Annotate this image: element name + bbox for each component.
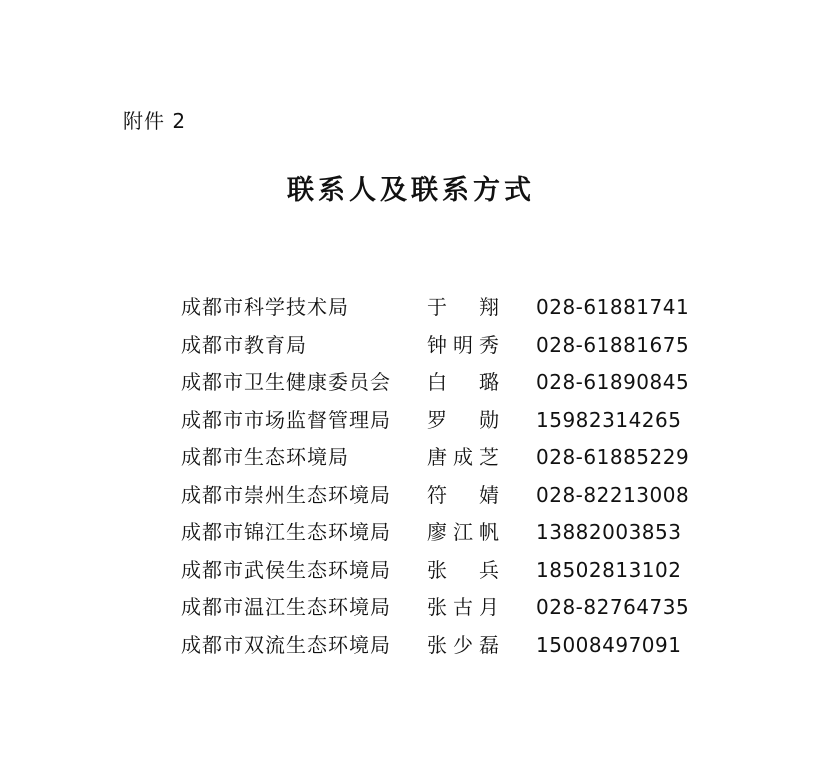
table-row bbox=[181, 477, 721, 515]
page-title: 联系人及联系方式 bbox=[287, 175, 535, 206]
phone-number: 028-82213008 bbox=[536, 482, 690, 507]
phone-number: 15008497091 bbox=[536, 632, 682, 657]
table-row bbox=[181, 627, 721, 665]
phone-number: 028-61885229 bbox=[536, 445, 690, 469]
phone-number: 028-61881675 bbox=[536, 332, 690, 357]
org-name: 成都市科学技术局 bbox=[181, 295, 349, 319]
phone-number: 028-82764735 bbox=[536, 595, 690, 619]
phone-number: 15982314265 bbox=[536, 407, 682, 432]
contact-person: 钟明秀 bbox=[427, 332, 499, 357]
contact-person: 张 兵 bbox=[427, 557, 499, 582]
org-name: 成都市卫生健康委员会 bbox=[181, 370, 391, 394]
org-name: 成都市武侯生态环境局 bbox=[181, 557, 391, 582]
org-name: 成都市锦江生态环境局 bbox=[181, 520, 391, 544]
phone-number: 028-61881741 bbox=[536, 295, 690, 319]
table-row bbox=[181, 439, 721, 477]
contact-person: 廖江帆 bbox=[427, 520, 499, 544]
contact-person: 唐成芝 bbox=[427, 445, 499, 469]
table-row bbox=[181, 289, 721, 327]
org-name: 成都市双流生态环境局 bbox=[181, 632, 391, 657]
contact-person: 符 婧 bbox=[427, 482, 499, 507]
contact-person: 于 翔 bbox=[427, 295, 499, 319]
table-row bbox=[181, 364, 721, 402]
org-name: 成都市生态环境局 bbox=[181, 445, 349, 469]
org-name: 成都市市场监督管理局 bbox=[181, 407, 391, 432]
table-row bbox=[181, 327, 721, 365]
contact-person: 张古月 bbox=[427, 595, 499, 619]
phone-number: 18502813102 bbox=[536, 557, 682, 582]
table-row bbox=[181, 589, 721, 627]
contact-person: 罗 勋 bbox=[427, 407, 499, 432]
table-row bbox=[181, 552, 721, 590]
org-name: 成都市教育局 bbox=[181, 332, 307, 357]
table-row bbox=[181, 402, 721, 440]
org-name: 成都市崇州生态环境局 bbox=[181, 482, 391, 507]
attachment-label: 附件 2 bbox=[123, 109, 187, 133]
contact-person: 白 璐 bbox=[427, 370, 499, 394]
phone-number: 13882003853 bbox=[536, 520, 682, 544]
table-row bbox=[181, 514, 721, 552]
org-name: 成都市温江生态环境局 bbox=[181, 595, 391, 619]
contact-person: 张少磊 bbox=[427, 632, 499, 657]
phone-number: 028-61890845 bbox=[536, 370, 690, 394]
contact-table bbox=[181, 289, 721, 664]
